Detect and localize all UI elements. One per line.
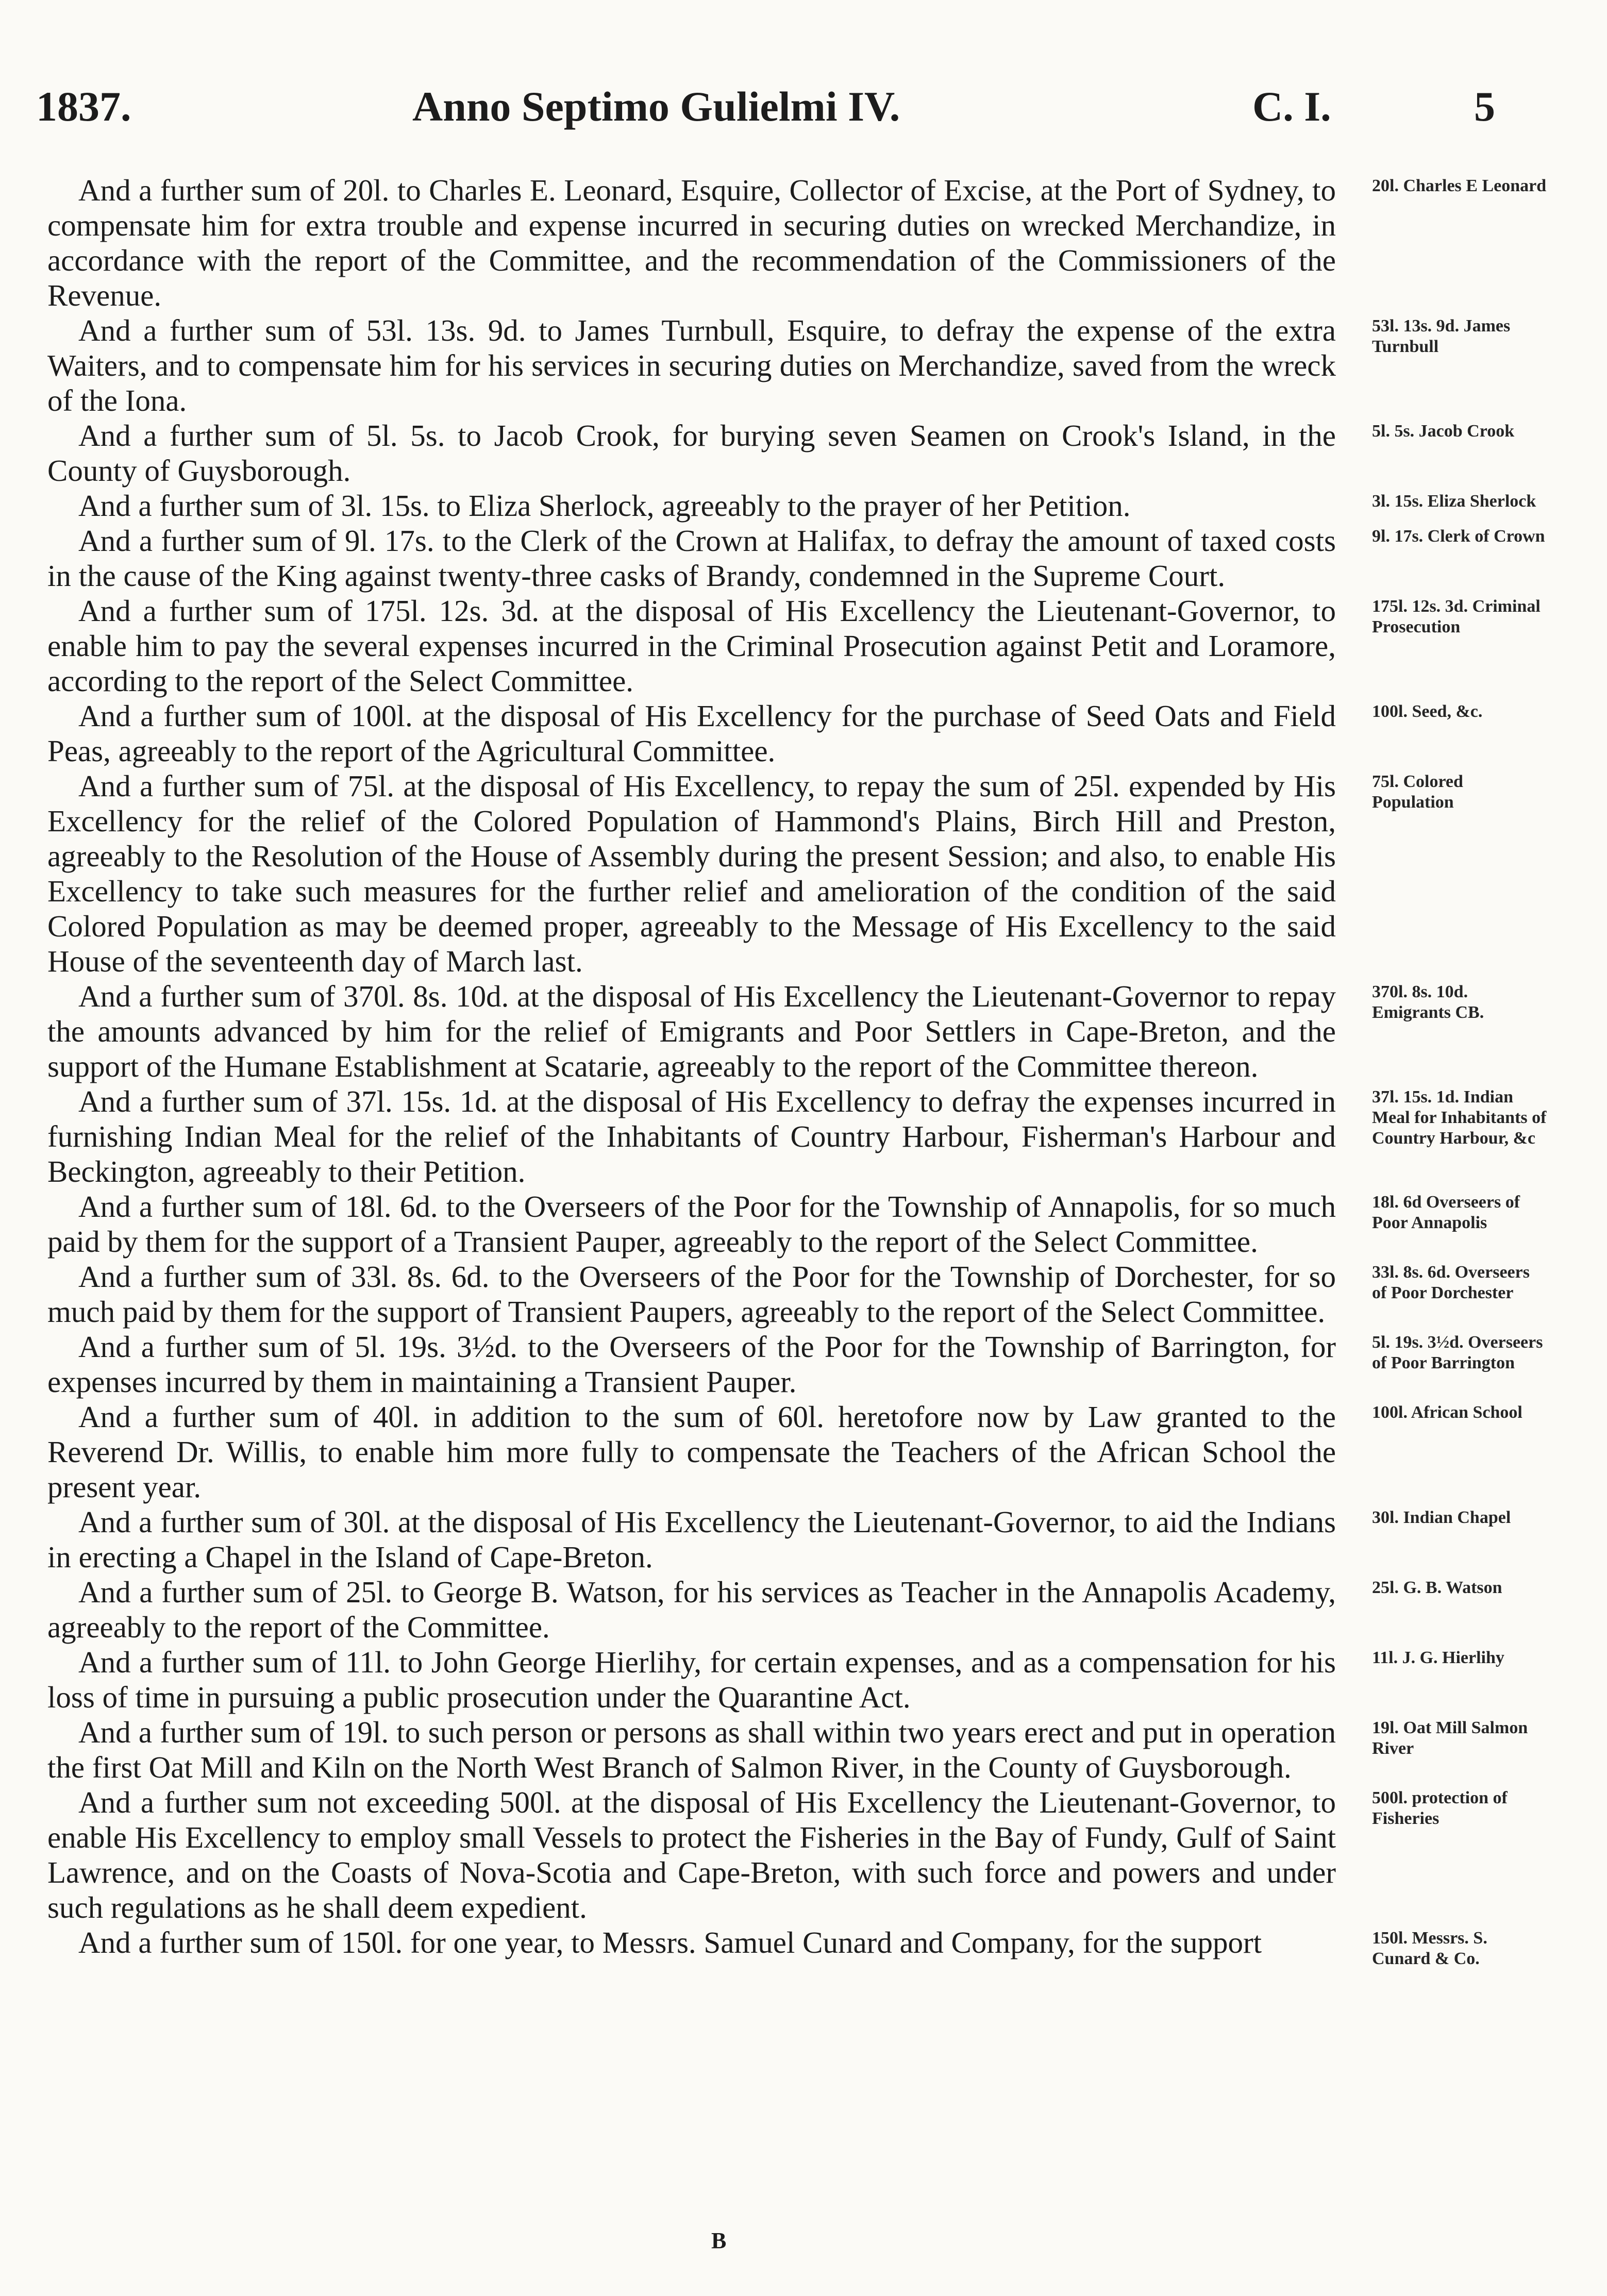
margin-note: 30l. Indian Chapel xyxy=(1372,1508,1511,1527)
paragraph-row xyxy=(47,979,1594,1084)
paragraph-text: And a further sum of 53l. 13s. 9d. to James Turnbull, Esquire, to defray the expense of the extra Waiters, and to compensate him for his services in securing duties on Merchandize, saved from the wreck of the Iona. xyxy=(47,313,1336,417)
paragraph-row xyxy=(47,1504,1594,1574)
paragraph-row xyxy=(47,1645,1594,1715)
paragraph-row xyxy=(47,1715,1594,1785)
paragraph-row xyxy=(47,1399,1594,1504)
paragraph-row xyxy=(47,1785,1594,1925)
paragraph-text: And a further sum of 3l. 15s. to Eliza Sherlock, agreeably to the prayer of her Petition. xyxy=(78,489,1131,523)
paragraph-row xyxy=(47,173,1594,313)
document-body xyxy=(47,173,1594,1969)
paragraph-row xyxy=(47,768,1594,979)
margin-note: 19l. Oat Mill Salmon River xyxy=(1372,1718,1528,1758)
paragraph-text: And a further sum of 18l. 6d. to the Overseers of the Poor for the Township of Annapolis, for so much paid by them for the support of a Transient Pauper, agreeably to the report of the Select Committee. xyxy=(47,1189,1336,1259)
margin-note: 150l. Messrs. S. Cunard & Co. xyxy=(1372,1929,1487,1968)
paragraph-text: And a further sum of 19l. to such person or persons as shall within two years erect and put in operation the first Oat Mill and Kiln on the North West Branch of Salmon River, in the County of Guysborough. xyxy=(47,1715,1336,1784)
paragraph-text: And a further sum of 5l. 5s. to Jacob Crook, for burying seven Seamen on Crook's Island, in the County of Guysborough. xyxy=(47,418,1336,488)
margin-note: 37l. 15s. 1d. Indian Meal for Inhabitants of Country Harbour, &c xyxy=(1372,1087,1547,1148)
paragraph-row xyxy=(47,1084,1594,1189)
paragraph-text: And a further sum of 175l. 12s. 3d. at the disposal of His Excellency the Lieutenant-Governor, to enable him to pay the several expenses incurred in the Criminal Prosecution against Petit and Loramore, according to the report of the Select Committee. xyxy=(47,594,1336,698)
paragraph-row xyxy=(47,418,1594,488)
header-chapter: C. I. xyxy=(1252,83,1331,130)
paragraph-row xyxy=(47,1574,1594,1645)
paragraph-text: And a further sum of 37l. 15s. 1d. at the disposal of His Excellency to defray the expenses incurred in furnishing Indian Meal for the relief of the Inhabitants of Country Harbour, Fisherman's Harbour and Beckington, agreeably to their Petition. xyxy=(47,1084,1336,1188)
paragraph-row xyxy=(47,488,1594,523)
paragraph-text: And a further sum of 33l. 8s. 6d. to the Overseers of the Poor for the Township of Dorchester, for so much paid by them for the support of Transient Paupers, agreeably to the report of the Select Committee. xyxy=(47,1260,1336,1329)
paragraph-text: And a further sum of 5l. 19s. 3½d. to the Overseers of the Poor for the Township of Barrington, for expenses incurred by them in maintaining a Transient Pauper. xyxy=(47,1330,1336,1399)
paragraph-row xyxy=(47,698,1594,768)
paragraph-text: And a further sum of 30l. at the disposal of His Excellency the Lieutenant-Governor, to aid the Indians in erecting a Chapel in the Island of Cape-Breton. xyxy=(47,1505,1336,1574)
paragraph-text: And a further sum of 9l. 17s. to the Clerk of the Crown at Halifax, to defray the amount of taxed costs in the cause of the King against twenty-three casks of Brandy, condemned in the Supreme Court. xyxy=(47,524,1336,593)
margin-note: 5l. 5s. Jacob Crook xyxy=(1372,422,1515,441)
margin-note: 100l. Seed, &c. xyxy=(1372,702,1483,721)
paragraph-text: And a further sum not exceeding 500l. at the disposal of His Excellency the Lieutenant-Governor, to enable His Excellency to employ small Vessels to protect the Fisheries in the Bay of Fundy, Gulf of Saint Lawrence, and on the Coasts of Nova-Scotia and Cape-Breton, with such force and powers and under such regulations as he shall deem expedient. xyxy=(47,1785,1336,1924)
margin-note: 9l. 17s. Clerk of Crown xyxy=(1372,527,1545,546)
paragraph-text: And a further sum of 370l. 8s. 10d. at the disposal of His Excellency the Lieutenant-Governor to repay the amounts advanced by him for the relief of Emigrants and Poor Settlers in Cape-Breton, and the support of the Humane Establishment at Scatarie, agreeably to the report of the Committee thereon. xyxy=(47,979,1336,1083)
paragraph-row xyxy=(47,1259,1594,1329)
page-number: 5 xyxy=(1474,83,1495,130)
margin-note: 53l. 13s. 9d. James Turnbull xyxy=(1372,316,1511,356)
margin-note: 100l. African School xyxy=(1372,1403,1522,1422)
margin-note: 25l. G. B. Watson xyxy=(1372,1578,1502,1597)
margin-note: 18l. 6d Overseers of Poor Annapolis xyxy=(1372,1193,1520,1232)
margin-note: 20l. Charles E Leonard xyxy=(1372,176,1547,195)
paragraph-text: And a further sum of 100l. at the disposal of His Excellency for the purchase of Seed Oats and Field Peas, agreeably to the report of the Agricultural Committee. xyxy=(47,699,1336,768)
margin-note: 5l. 19s. 3½d. Overseers of Poor Barrington xyxy=(1372,1333,1543,1372)
header-year: 1837. xyxy=(36,83,131,130)
margin-note: 3l. 15s. Eliza Sherlock xyxy=(1372,492,1536,511)
paragraph-row xyxy=(47,1189,1594,1259)
paragraph-text: And a further sum of 11l. to John George Hierlihy, for certain expenses, and as a compensation for his loss of time in pursuing a public prosecution under the Quarantine Act. xyxy=(47,1645,1336,1714)
margin-note: 175l. 12s. 3d. Criminal Prosecution xyxy=(1372,597,1541,636)
header-title: Anno Septimo Gulielmi IV. xyxy=(412,83,900,130)
margin-note: 500l. protection of Fisheries xyxy=(1372,1788,1508,1828)
page-header xyxy=(36,82,1515,155)
margin-note: 33l. 8s. 6d. Overseers of Poor Dorchester xyxy=(1372,1263,1530,1302)
paragraph-text: And a further sum of 40l. in addition to the sum of 60l. heretofore now by Law granted to the Reverend Dr. Willis, to enable him more fully to compensate the Teachers of the African School the present year. xyxy=(47,1400,1336,1504)
margin-note: 370l. 8s. 10d. Emigrants CB. xyxy=(1372,982,1484,1022)
margin-note: 75l. Colored Population xyxy=(1372,772,1463,812)
signature-mark: B xyxy=(711,2228,727,2253)
paragraph-text: And a further sum of 20l. to Charles E. Leonard, Esquire, Collector of Excise, at the Port of Sydney, to compensate him for extra trouble and expense incurred in securing duties on wrecked Merchandize, in accordance with the report of the Committee, and the recommendation of the Commissioners of the Revenue. xyxy=(47,173,1336,312)
paragraph-row xyxy=(47,1329,1594,1399)
paragraph-row xyxy=(47,1925,1594,1969)
paragraph-row xyxy=(47,523,1594,593)
paragraph-text: And a further sum of 25l. to George B. Watson, for his services as Teacher in the Annapolis Academy, agreeably to the report of the Committee. xyxy=(47,1575,1336,1644)
paragraph-row xyxy=(47,593,1594,698)
margin-note: 11l. J. G. Hierlihy xyxy=(1372,1648,1504,1667)
paragraph-row xyxy=(47,313,1594,418)
paragraph-text: And a further sum of 150l. for one year, to Messrs. Samuel Cunard and Company, for the support xyxy=(78,1925,1262,1959)
paragraph-text: And a further sum of 75l. at the disposal of His Excellency, to repay the sum of 25l. expended by His Excellency for the relief of the Colored Population of Hammond's Plains, Birch Hill and Preston, agreeably to the Resolution of the House of Assembly during the present Session; and also, to enable His Excellency to take such measures for the further relief and amelioration of the condition of the said Colored Population as may be deemed proper, agreeably to the Message of His Excellency to the said House of the seventeenth day of March last. xyxy=(47,769,1336,978)
